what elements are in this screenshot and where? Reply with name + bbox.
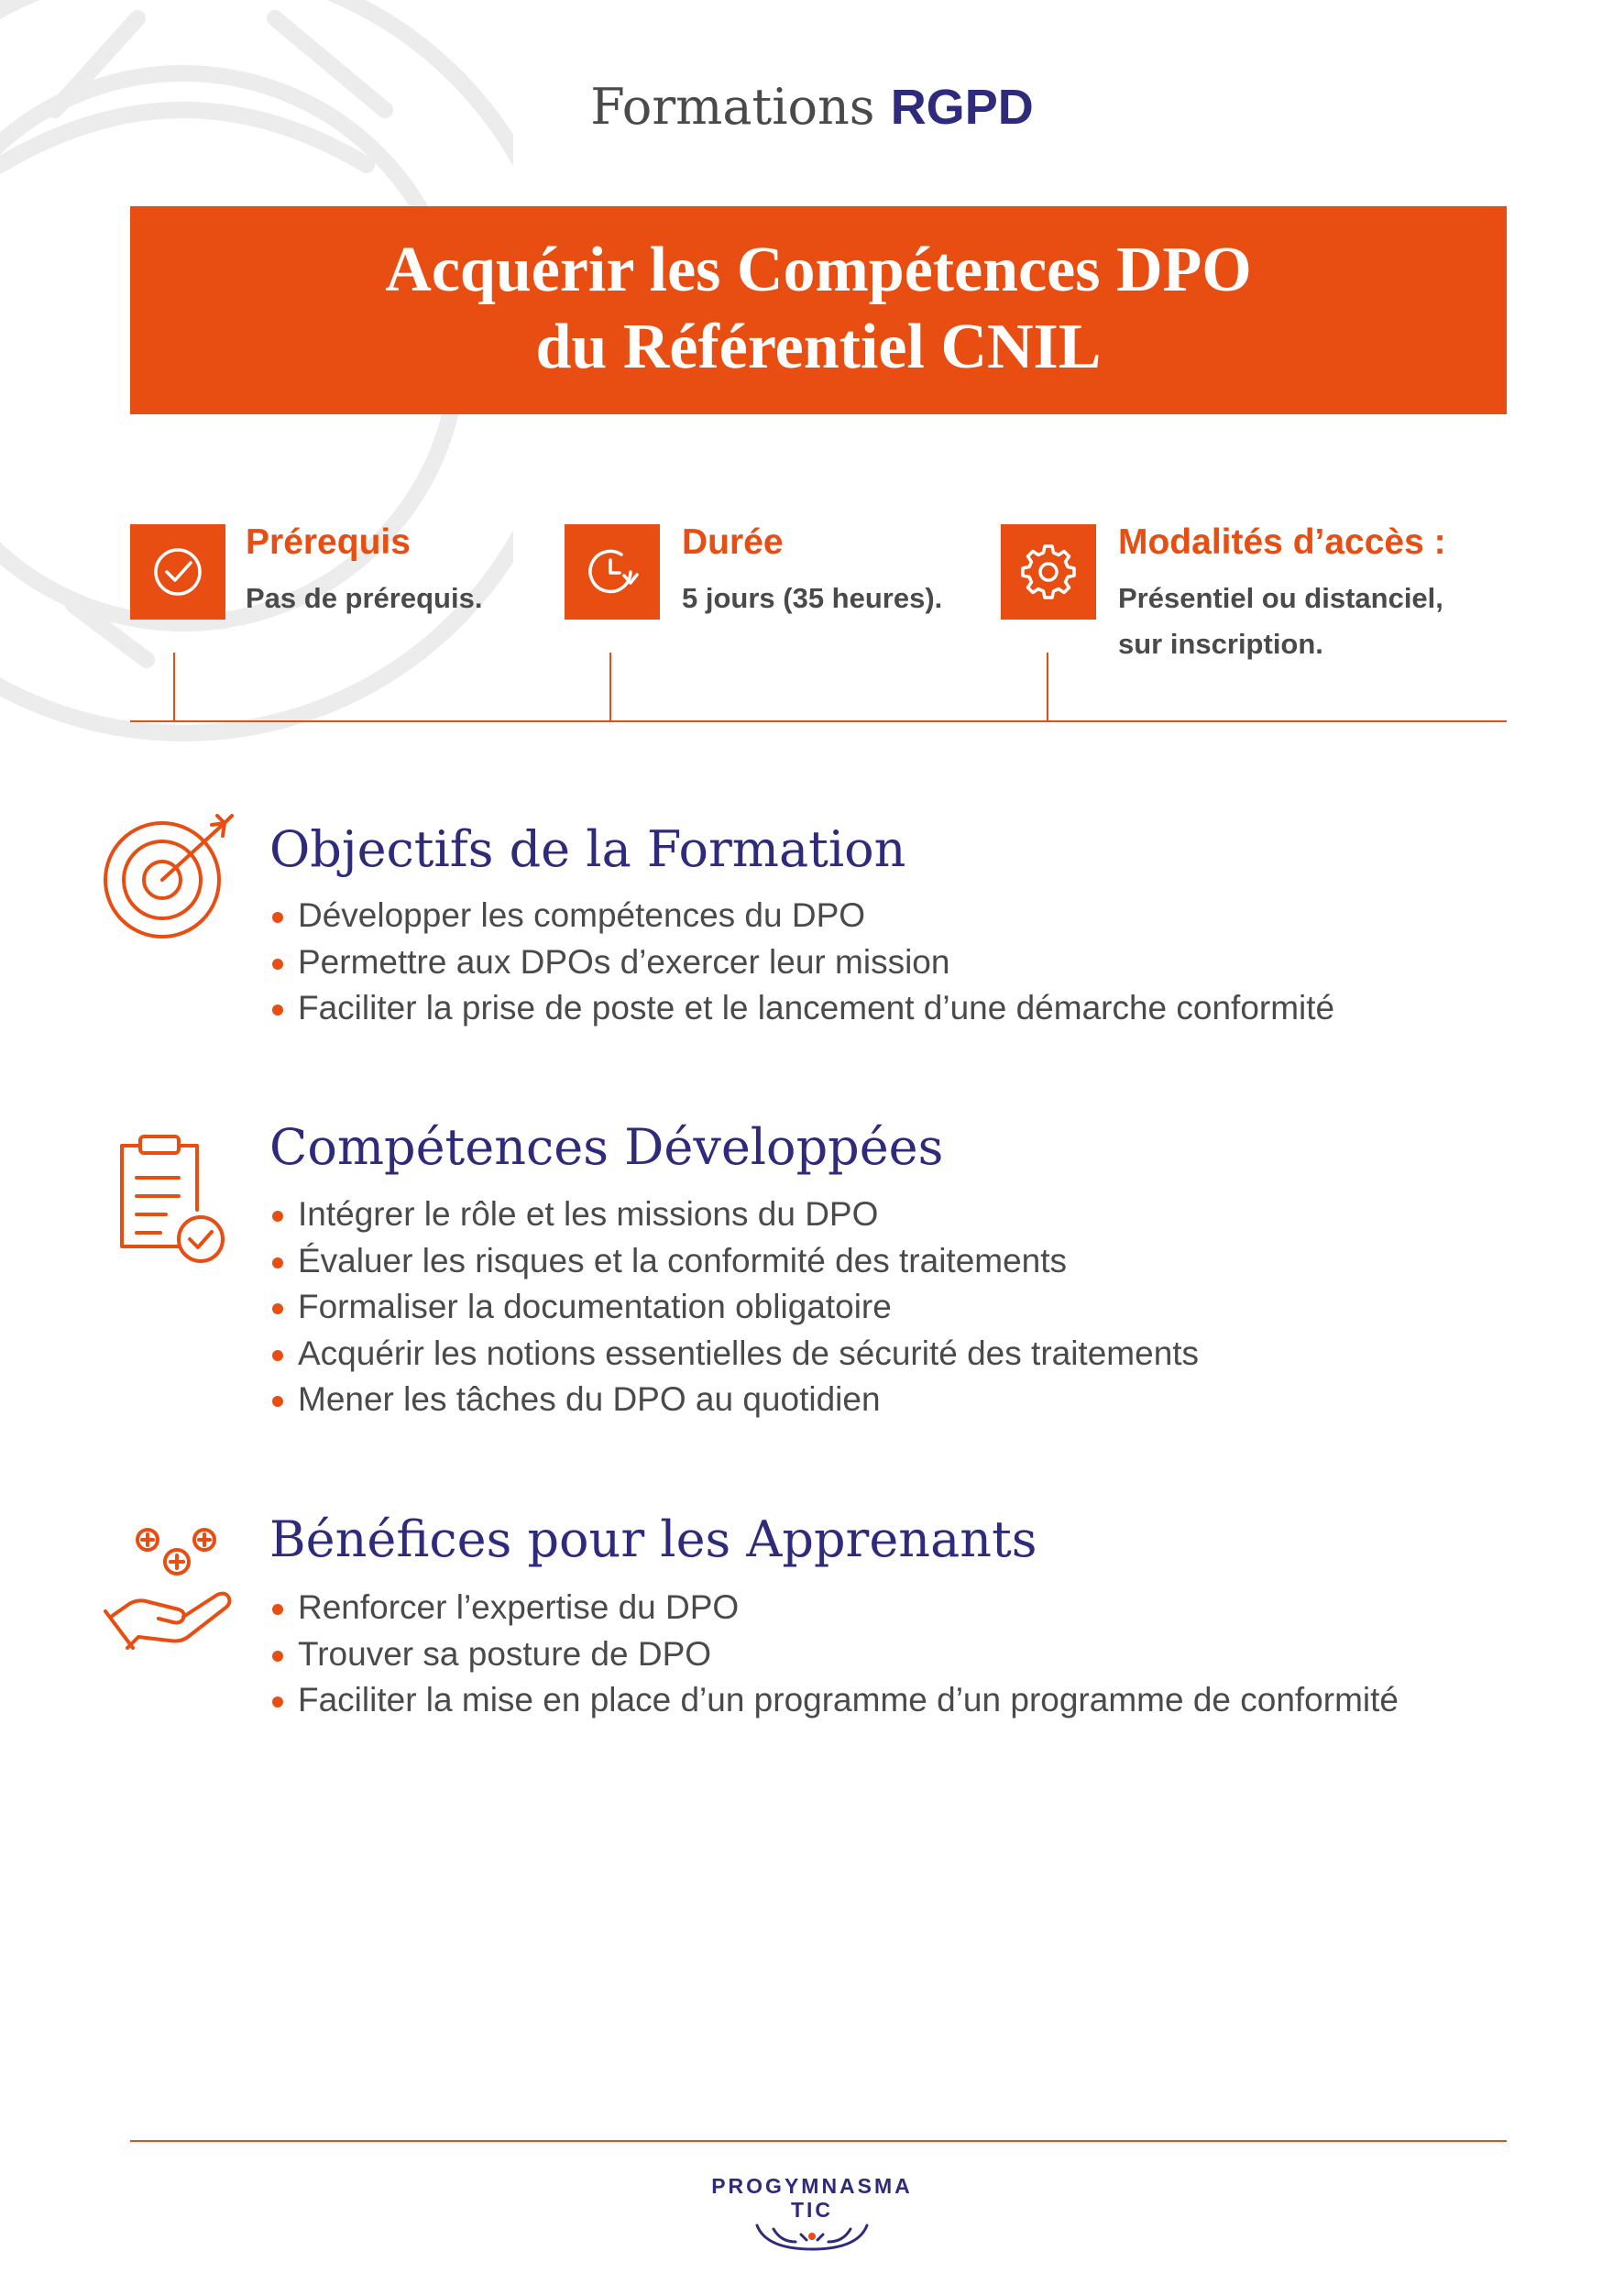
clock-icon — [583, 544, 642, 599]
section-competences-title: Compétences Développées — [269, 1118, 944, 1176]
info-divider-2 — [609, 653, 611, 722]
list-item: Intégrer le rôle et les missions du DPO — [269, 1191, 1199, 1238]
logo-emblem-icon — [748, 2222, 876, 2253]
target-icon — [96, 807, 234, 944]
clipboard-check-icon — [96, 1127, 234, 1265]
info-prerequis-line: Pas de prérequis. — [246, 582, 483, 614]
header-prefix: Formations — [590, 78, 875, 136]
list-item: Évaluer les risques et la conformité des traitements — [269, 1238, 1199, 1285]
info-divider-1 — [173, 653, 175, 722]
info-duree-title: Durée — [682, 522, 784, 562]
section-benefices-title: Bénéfices pour les Apprenants — [269, 1510, 1037, 1568]
title-banner — [130, 206, 1507, 414]
page-header — [0, 78, 1624, 136]
footer-logo — [0, 2174, 1624, 2253]
list-item: Mener les tâches du DPO au quotidien — [269, 1377, 1199, 1423]
section-benefices-list — [269, 1585, 1399, 1724]
info-duree-text — [682, 576, 942, 621]
hand-benefits-icon — [96, 1521, 234, 1659]
header-emphasis: RGPD — [890, 80, 1034, 135]
list-item: Permettre aux DPOs d’exercer leur mission — [269, 939, 1334, 986]
list-item: Acquérir les notions essentielles de sécurité des traitements — [269, 1331, 1199, 1378]
info-duree-line: 5 jours (35 heures). — [682, 582, 943, 614]
check-circle-icon — [150, 544, 205, 599]
info-prerequis-box — [130, 524, 225, 620]
section-competences-list — [269, 1191, 1199, 1423]
section-objectifs-list — [269, 893, 1334, 1032]
info-modalites-line-2: sur inscription. — [1118, 628, 1323, 660]
info-modalites-line-1: Présentiel ou distanciel, — [1118, 582, 1443, 614]
logo-text-line-1: PROGYMNASMA — [711, 2174, 913, 2198]
list-item: Renforcer l’expertise du DPO — [269, 1585, 1399, 1631]
section-objectifs-title: Objectifs de la Formation — [269, 820, 906, 878]
list-item: Formaliser la documentation obligatoire — [269, 1284, 1199, 1331]
info-prerequis-text — [246, 576, 482, 621]
banner-line-2: du Référentiel CNIL — [535, 312, 1102, 382]
info-modalites-text — [1118, 576, 1443, 667]
info-modalites-box — [1001, 524, 1096, 620]
info-duree-box — [565, 524, 660, 620]
list-item: Faciliter la prise de poste et le lancement d’une démarche conformité — [269, 985, 1334, 1032]
gear-icon — [1019, 543, 1078, 601]
list-item: Trouver sa posture de DPO — [269, 1631, 1399, 1678]
banner-line-1: Acquérir les Compétences DPO — [385, 235, 1252, 305]
footer-divider — [130, 2140, 1507, 2142]
list-item: Développer les compétences du DPO — [269, 893, 1334, 939]
info-divider-3 — [1047, 653, 1048, 722]
logo-text-line-2: TIC — [790, 2198, 834, 2222]
list-item: Faciliter la mise en place d’un programme d’un programme de conformité — [269, 1677, 1399, 1724]
info-baseline — [130, 720, 1507, 722]
info-modalites-title: Modalités d’accès : — [1118, 522, 1446, 562]
info-prerequis-title: Prérequis — [246, 522, 411, 562]
